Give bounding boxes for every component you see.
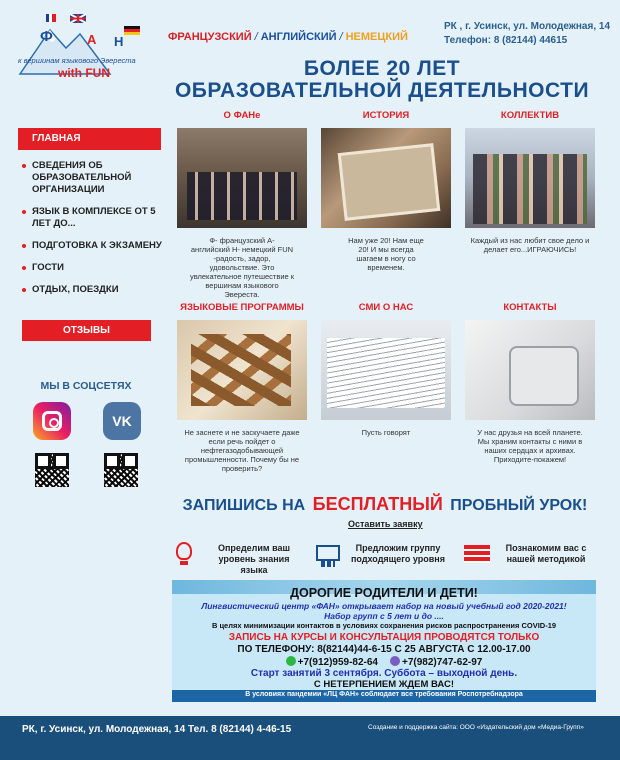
viber-icon bbox=[390, 656, 400, 666]
feature-text: Определим ваш уровень знания языка bbox=[218, 543, 290, 575]
classroom-icon bbox=[316, 545, 340, 561]
lang-english[interactable]: АНГЛИЙСКИЙ bbox=[260, 31, 337, 43]
banner-messengers bbox=[172, 656, 596, 668]
card-caption: Пусть говорят bbox=[361, 428, 411, 437]
instagram-icon[interactable] bbox=[33, 402, 71, 440]
banner-schedule: Старт занятий 3 сентября. Суббота – выходной день. bbox=[250, 668, 518, 679]
header-phone[interactable]: Телефон: 8 (82144) 44615 bbox=[444, 35, 568, 46]
card-photo-about[interactable] bbox=[177, 128, 307, 228]
sidebar-item-language-complex[interactable]: ЯЗЫК В КОМПЛЕКСЕ ОТ 5 ЛЕТ ДО... bbox=[22, 206, 162, 230]
card-title[interactable]: ИСТОРИЯ bbox=[362, 110, 410, 121]
card-title[interactable]: КОЛЛЕКТИВ bbox=[500, 110, 560, 121]
banner-phone-hours: ПО ТЕЛЕФОНУ: 8(82144)44-6-15 С 25 АВГУСТА С 12.00-17.00 bbox=[237, 644, 531, 655]
logo-letter-n: Н bbox=[114, 34, 124, 49]
whatsapp-icon bbox=[286, 656, 296, 666]
headline-line-1: БОЛЕЕ 20 ЛЕТ bbox=[303, 57, 461, 80]
logo-letter-f: Ф bbox=[40, 28, 53, 45]
books-icon bbox=[464, 545, 490, 563]
card-caption: Ф- французский А- английский Н- немецкий FUN -радость, задор, удовольствие. Это увлекательное путешествие к вершинам языкового Эвереста. bbox=[189, 236, 295, 299]
header-contact bbox=[444, 20, 610, 48]
sidebar-menu bbox=[22, 160, 162, 306]
language-list bbox=[168, 31, 408, 43]
promo-free: БЕСПЛАТНЫЙ bbox=[312, 494, 443, 514]
card-photo-history[interactable] bbox=[321, 128, 451, 228]
footer-credit[interactable]: Создание и поддержка сайта: ООО «Издательский дом «Медиа-Групп» bbox=[368, 724, 584, 731]
nav-main[interactable]: ГЛАВНАЯ bbox=[18, 128, 161, 150]
banner-welcome: С НЕТЕРПЕНИЕМ ЖДЕМ ВАС! bbox=[313, 679, 455, 690]
page-headline bbox=[170, 58, 594, 102]
lang-german[interactable]: НЕМЕЦКИЙ bbox=[345, 31, 408, 43]
card-media[interactable] bbox=[321, 302, 451, 437]
announcement-banner bbox=[172, 580, 596, 702]
banner-age-groups: Набор групп с 5 лет и до .... bbox=[324, 611, 444, 621]
lang-separator: / bbox=[254, 31, 258, 43]
card-history[interactable] bbox=[321, 110, 451, 272]
qr-code-instagram bbox=[35, 453, 69, 487]
card-caption: Нам уже 20! Нам еще 20! И мы всегда шагаем в ногу со временем. bbox=[348, 236, 424, 272]
apply-link[interactable]: Оставить заявку bbox=[348, 519, 423, 529]
card-contacts[interactable] bbox=[465, 302, 595, 464]
card-title[interactable]: О ФАНе bbox=[223, 110, 261, 121]
card-photo-media[interactable] bbox=[321, 320, 451, 420]
sidebar-item-org-info[interactable]: СВЕДЕНИЯ ОБ ОБРАЗОВАТЕЛЬНОЙ ОРГАНИЗАЦИИ bbox=[22, 160, 162, 196]
qr-code-vk bbox=[104, 453, 138, 487]
banner-covid-note: В целях минимизации контактов в условиях сохранения рисков распространения COVID-19 bbox=[211, 621, 557, 630]
sidebar-item-trips[interactable]: ОТДЫХ, ПОЕЗДКИ bbox=[22, 284, 162, 296]
card-caption: У нас друзья на всей планете. Мы храним контакты с ними в наших сердцах и архивах. Приходите-покажем! bbox=[477, 428, 583, 464]
card-photo-team[interactable] bbox=[465, 128, 595, 228]
banner-greeting: ДОРОГИЕ РОДИТЕЛИ И ДЕТИ! bbox=[290, 586, 478, 600]
reviews-button[interactable]: ОТЗЫВЫ bbox=[22, 320, 151, 341]
banner-phone-only: ЗАПИСЬ НА КУРСЫ И КОНСУЛЬТАЦИЯ ПРОВОДЯТСЯ ТОЛЬКО bbox=[228, 632, 540, 643]
lang-french[interactable]: ФРАНЦУЗСКИЙ bbox=[168, 31, 252, 43]
logo-with-fun: with FUN bbox=[58, 66, 110, 80]
logo-tagline: к вершинам языкового Эвереста bbox=[18, 56, 136, 65]
card-photo-language-programs[interactable] bbox=[177, 320, 307, 420]
card-title[interactable]: СМИ О НАС bbox=[358, 302, 414, 313]
card-about[interactable] bbox=[177, 110, 307, 299]
viber-number[interactable]: +7(982)747-62-97 bbox=[402, 657, 483, 668]
site-logo[interactable] bbox=[14, 12, 160, 90]
headline-line-2: ОБРАЗОВАТЕЛЬНОЙ ДЕЯТЕЛЬНОСТИ bbox=[174, 79, 590, 102]
card-language-programs[interactable] bbox=[177, 302, 307, 473]
promo-title bbox=[170, 494, 600, 515]
sidebar-item-guests[interactable]: ГОСТИ bbox=[22, 262, 162, 274]
vk-icon[interactable]: VK bbox=[103, 402, 141, 440]
card-title[interactable]: ЯЗЫКОВЫЕ ПРОГРАММЫ bbox=[180, 302, 304, 313]
banner-enrollment: Лингвистический центр «ФАН» открывает набор на новый учебный год 2020-2021! bbox=[201, 601, 567, 611]
footer-address: РК, г. Усинск, ул. Молодежная, 14 Тел. 8 (82144) 4-46-15 bbox=[22, 724, 292, 735]
promo-part-1: ЗАПИШИСЬ НА bbox=[182, 497, 306, 514]
header-address: РК , г. Усинск, ул. Молодежная, 14 bbox=[444, 21, 611, 32]
logo-letter-a: А bbox=[87, 32, 97, 47]
card-title[interactable]: КОНТАКТЫ bbox=[503, 302, 557, 313]
lang-separator: / bbox=[339, 31, 343, 43]
feature-text: Познакомим вас с нашей методикой bbox=[505, 543, 587, 564]
page-footer bbox=[0, 716, 620, 760]
lightbulb-icon bbox=[176, 542, 192, 560]
whatsapp-number[interactable]: +7(912)959-82-64 bbox=[297, 657, 378, 668]
card-caption: Не заснете и не заскучаете даже если речь пойдет о нефтегазодобывающей промышленности. Почему бы не проверить? bbox=[184, 428, 300, 473]
social-title: МЫ В СОЦСЕТЯХ bbox=[40, 380, 132, 392]
banner-pandemic-note: В условиях пандемии «ЛЦ ФАН» соблюдает все требования Роспотребнадзора bbox=[245, 691, 523, 698]
card-caption: Каждый из нас любит свое дело и делает его...ИГРАЮЧИСЬ! bbox=[470, 236, 590, 254]
sidebar-item-exam-prep[interactable]: ПОДГОТОВКА К ЭКЗАМЕНУ bbox=[22, 240, 162, 252]
feature-text: Предложим группу подходящего уровня bbox=[351, 543, 445, 564]
card-photo-contacts[interactable] bbox=[465, 320, 595, 420]
promo-part-2: ПРОБНЫЙ УРОК! bbox=[450, 497, 588, 514]
card-team[interactable] bbox=[465, 110, 595, 254]
